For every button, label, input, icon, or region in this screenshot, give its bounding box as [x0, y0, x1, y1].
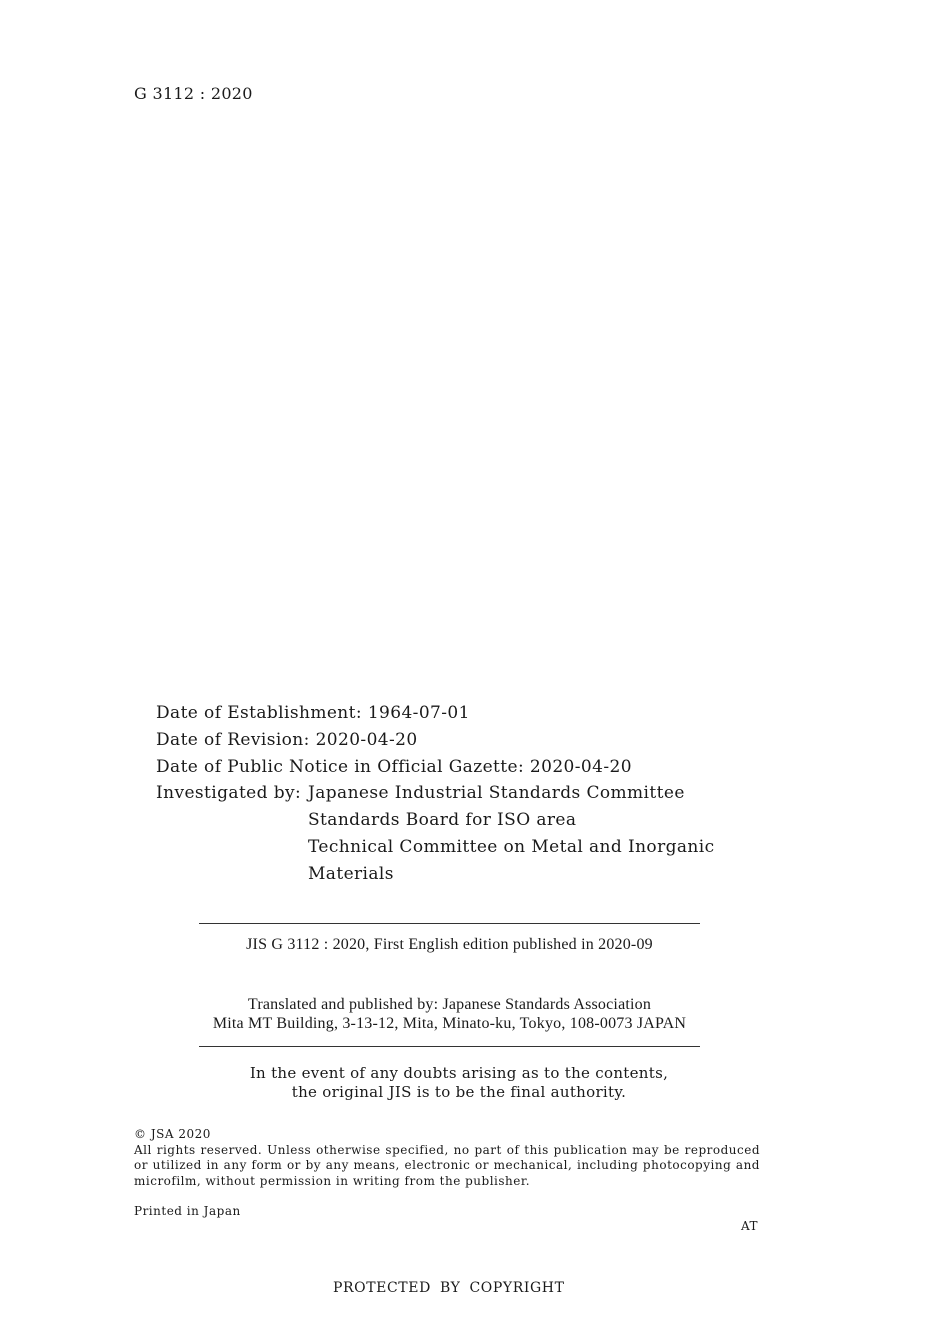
investigated-by-line: Materials — [308, 863, 394, 884]
date-of-establishment: Date of Establishment: 1964-07-01 — [156, 703, 470, 723]
copyright-notice: © JSA 2020 — [134, 1127, 211, 1141]
dates-block — [156, 700, 715, 884]
authority-notice — [199, 1064, 719, 1102]
protected-by-copyright: PROTECTED BY COPYRIGHT — [333, 1280, 565, 1296]
divider-top — [199, 923, 700, 924]
publisher-address: Mita MT Building, 3-13-12, Mita, Minato-ku, Tokyo, 108-0073 JAPAN — [212, 1015, 687, 1032]
authority-line-2: the original JIS is to be the final authority. — [291, 1083, 627, 1101]
publisher-line-1: Translated and published by: Japanese Standards Association — [247, 996, 652, 1013]
investigated-by-line: Standards Board for ISO area — [308, 810, 577, 831]
divider-bottom — [199, 1046, 700, 1047]
authority-line-1: In the event of any doubts arising as to the contents, — [249, 1064, 669, 1082]
investigated-by-label: Investigated by: — [156, 783, 302, 804]
printed-in: Printed in Japan — [134, 1204, 241, 1218]
standard-code: G 3112 : 2020 — [134, 84, 253, 103]
investigated-by-list — [308, 780, 715, 887]
investigated-by-line: Technical Committee on Metal and Inorganic — [308, 836, 715, 857]
investigated-by — [156, 780, 715, 884]
edition-statement: JIS G 3112 : 2020, First English edition published in 2020-09 — [246, 936, 653, 953]
investigated-by-line: Japanese Industrial Standards Committee — [308, 783, 685, 804]
rights-statement: All rights reserved. Unless otherwise specified, no part of this publication may be reproduced or utilized in any form or by any means, electronic or mechanical, including photocopying and microfilm, without permission in writing from the publisher. — [134, 1142, 760, 1188]
print-code: AT — [741, 1219, 759, 1233]
date-of-revision: Date of Revision: 2020-04-20 — [156, 729, 418, 750]
date-of-public-notice: Date of Public Notice in Official Gazette: 2020-04-20 — [156, 756, 632, 777]
copyright-block — [134, 1127, 760, 1189]
